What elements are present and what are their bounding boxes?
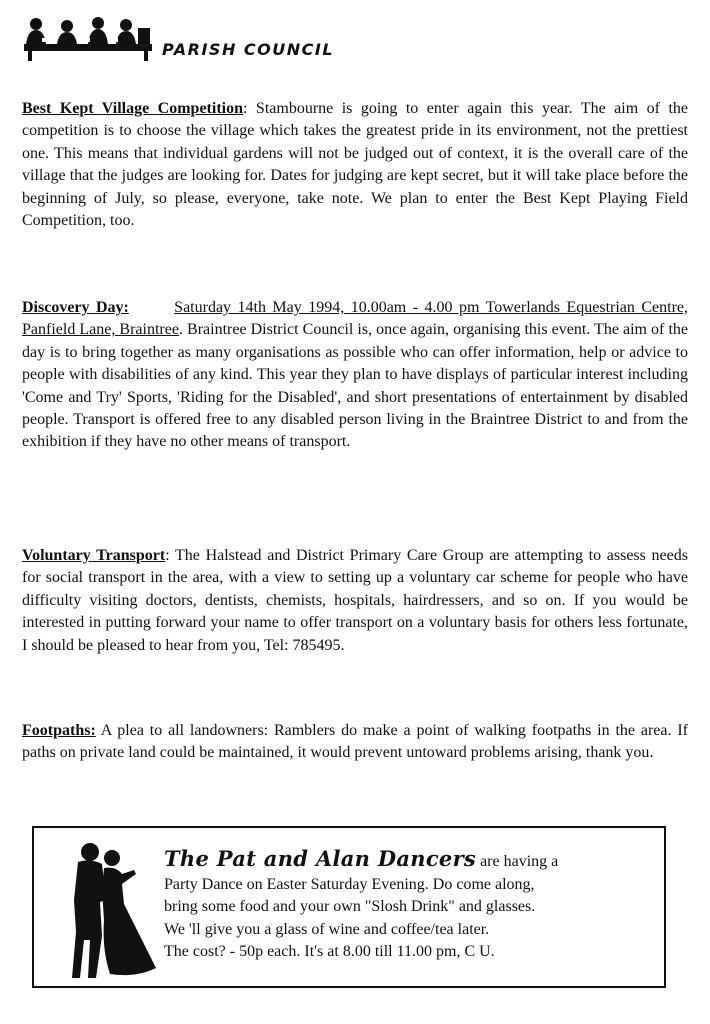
section-heading: Voluntary Transport (22, 547, 166, 564)
dance-notice-box (32, 826, 666, 988)
section-body: : Stambourne is going to enter again this year. The aim of the competition is to choose the village which takes the greatest pride in its environment, not the prettiest one. This means that individual gardens will not be judged out of context, it is the overall care of the village that the judges are looking for. Dates for judging are kept secret, but it will take place before the beginning of July, so please, everyone, take note. We plan to enter the Best Kept Playing Field Competition, too. (22, 100, 688, 230)
section-paragraph (22, 720, 688, 765)
notice-line-text: are having a (476, 853, 559, 870)
section-footpaths (22, 720, 688, 765)
notice-line (164, 848, 659, 874)
section-voluntary-transport (22, 545, 688, 657)
page-title: PARISH COUNCIL (162, 40, 335, 59)
dancing-couple-icon (44, 840, 164, 980)
section-body: . Braintree District Council is, once again, organising this event. The aim of the day is to bring together as many organisations as possible who can offer information, help or advice to people with disabilities of any kind. This year they plan to have displays of particular interest including 'Come and Try' Sports, 'Riding for the Disabled', and short presentations of entertainment by disabled people. Transport is offered free to any disabled person living in the Braintree District to and from the exhibition if they have no other means of transport. (22, 321, 688, 451)
section-paragraph (22, 545, 688, 657)
page-header (22, 14, 682, 64)
section-paragraph (22, 297, 688, 454)
section-heading: Footpaths: (22, 722, 96, 739)
dance-group-title: The Pat and Alan Dancers (164, 846, 477, 871)
section-paragraph (22, 98, 688, 232)
notice-line: bring some food and your own "Slosh Drink" and glasses. (164, 898, 536, 916)
notice-line: We 'll give you a glass of wine and coffee/tea later. (164, 920, 490, 938)
section-body: A plea to all landowners: Ramblers do make a point of walking footpaths in the area. If paths on private land could be maintained, it would prevent untoward problems arising, thank you. (22, 722, 688, 762)
section-discovery-day (22, 297, 688, 454)
council-meeting-clipart-icon (22, 14, 154, 62)
section-heading: Discovery Day: (22, 299, 129, 316)
dance-notice-text (164, 848, 659, 964)
section-body: : The Halstead and District Primary Care Group are attempting to assess needs for social transport in the area, with a view to setting up a voluntary car scheme for people who have difficulty visiting doctors, dentists, chemists, hospitals, hairdressers, and so on. If you would be interested in putting forward your name to offer transport on a voluntary basis for others less fortunate, I should be pleased to hear from you, Tel: 785495. (22, 547, 688, 654)
event-details: Saturday 14th May 1994, 10.00am - 4.00 pm Towerlands Equestrian Centre, Panfield Lane, Braintree (22, 299, 689, 339)
section-heading: Best Kept Village Competition (22, 100, 243, 117)
section-best-kept-village (22, 98, 688, 232)
notice-line: Party Dance on Easter Saturday Evening. Do come along, (164, 875, 535, 893)
notice-line: The cost? - 50p each. It's at 8.00 till 11.00 pm, C U. (164, 943, 495, 961)
